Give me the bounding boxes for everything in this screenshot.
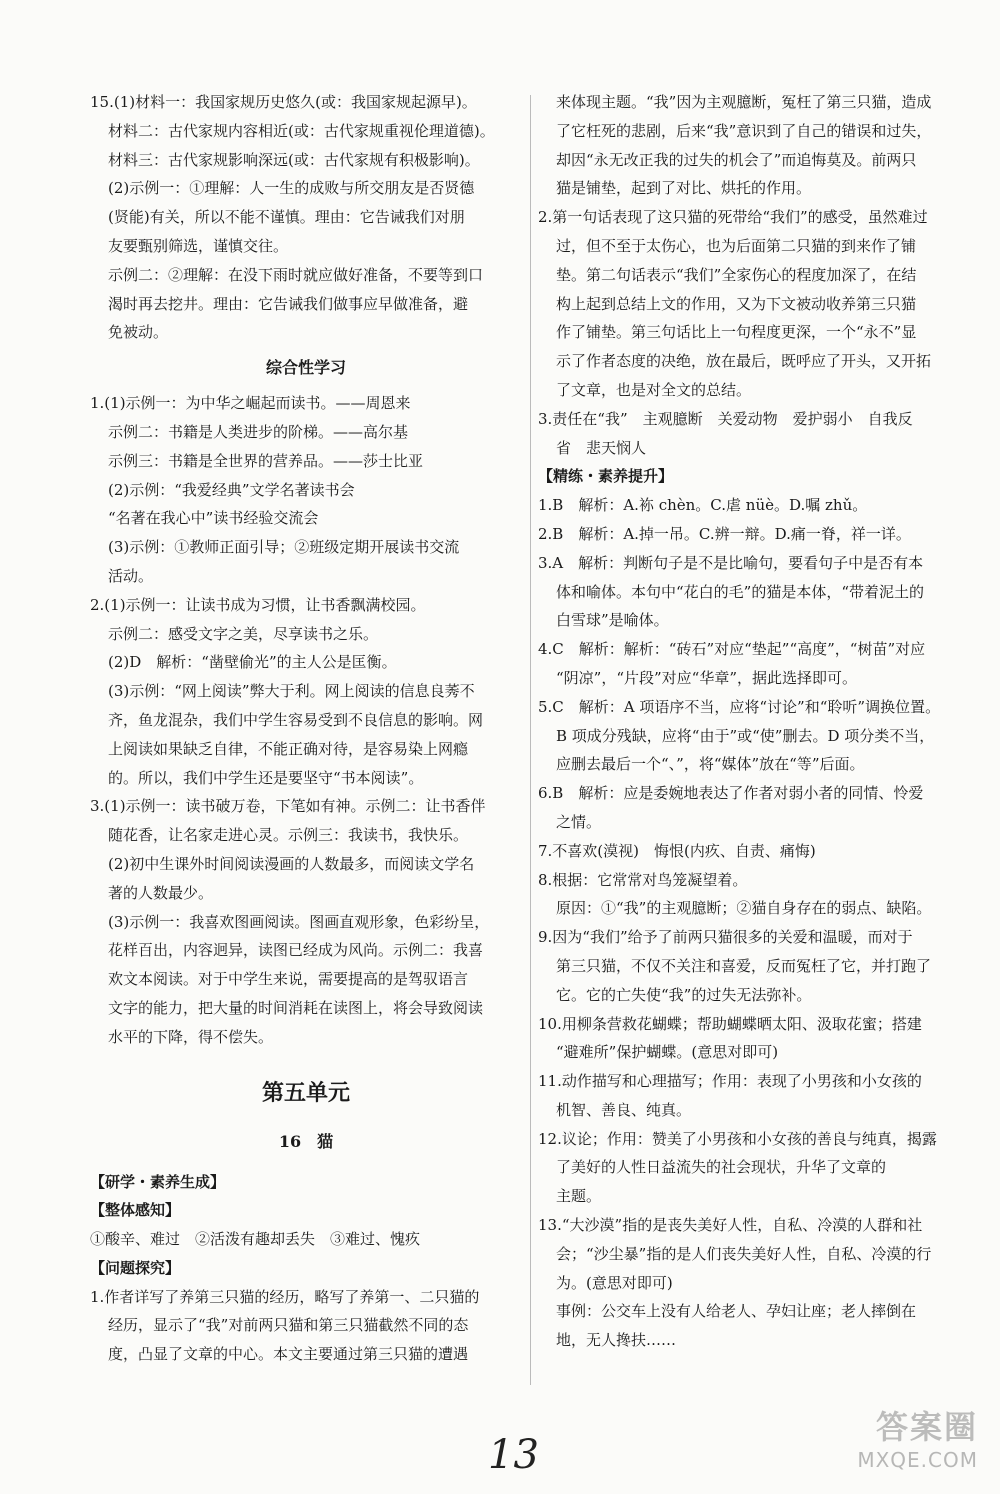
right-text-line: 第三只猫，不仅不关注和喜爱，反而冤枉了它，并打跑了 <box>556 956 932 975</box>
left-text-line: 示例二：②理解：在没下雨时就应做好准备，不要等到口 <box>108 265 484 284</box>
left-text-line: 15.(1)材料一：我国家规历史悠久(或：我国家规起源早)。 <box>90 93 477 111</box>
left-text-line: 文字的能力，把大量的时间消耗在读图上，将会导致阅读 <box>108 998 484 1017</box>
right-text-line: 猫是铺垫，起到了对比、烘托的作用。 <box>556 179 812 198</box>
left-text-line: 齐，鱼龙混杂，我们中学生容易受到不良信息的影响。网 <box>108 710 484 729</box>
right-text-line: 4.C 解析：解析：“砖石”对应“垫起”“高度”，“树苗”对应 <box>538 640 926 659</box>
right-text-line: 8.根据：它常常对鸟笼凝望着。 <box>538 870 748 889</box>
right-text-line: 主题。 <box>556 1187 602 1206</box>
left-text-line: 度，凸显了文章的中心。本文主要通过第三只猫的遭遇 <box>108 1345 469 1364</box>
left-text-line: 1.(1)示例一：为中华之崛起而读书。——周恩来 <box>90 394 411 413</box>
right-text-line: B 项成分残缺，应将“由于”或“使”删去。D 项分类不当， <box>556 726 935 745</box>
left-text-line: 免被动。 <box>108 323 169 342</box>
right-text-line: 地，无人搀扶…… <box>556 1331 677 1350</box>
left-text-line: (3)示例一：我喜欢图画阅读。图画直观形象，色彩纷呈， <box>108 912 490 931</box>
left-text-line: (贤能)有关，所以不能不谨慎。理由：它告诫我们对朋 <box>108 208 465 227</box>
right-text-line: 过，但不至于太伤心，也为后面第二只猫的到来作了铺 <box>556 236 917 255</box>
left-text-line: 【整体感知】 <box>90 1201 181 1220</box>
right-text-line: 11.动作描写和心理描写；作用：表现了小男孩和小女孩的 <box>538 1072 922 1091</box>
watermark-logo: 答案圈 <box>875 1408 978 1446</box>
right-text-line: 原因：①“我”的主观臆断；②猫自身存在的弱点、缺陷。 <box>556 899 932 918</box>
right-text-line: 白雪球”是喻体。 <box>556 611 669 630</box>
left-text-line: 第五单元 <box>261 1079 350 1106</box>
right-text-line: 会；“沙尘暴”指的是人们丧失美好人性，自私、冷漠的行 <box>556 1244 932 1263</box>
left-text-line: 示例二：书籍是人类进步的阶梯。——高尔基 <box>108 422 409 441</box>
left-text-line: 1.作者详写了养第三只猫的经历，略写了养第一、二只猫的 <box>90 1287 480 1306</box>
page-number: 13 <box>488 1432 539 1478</box>
left-text-line: 上阅读如果缺乏自律，不能正确对待，是容易染上网瘾 <box>108 739 469 758</box>
left-text-line: 花样百出，内容迥异，读图已经成为风尚。示例二：我喜 <box>108 941 484 960</box>
left-text-line: 16 猫 <box>278 1131 334 1151</box>
right-text-line: 【精练・素养提升】 <box>538 467 674 486</box>
left-text-line: 示例三：书籍是全世界的营养品。——莎士比亚 <box>108 451 424 470</box>
left-text-line: 示例二：感受文字之美，尽享读书之乐。 <box>108 624 379 643</box>
right-text-line: “阴凉”，“片段”对应“华章”，据此选择即可。 <box>556 668 858 687</box>
left-text-line: (2)D 解析：“凿壁偷光”的主人公是匡衡。 <box>108 653 397 672</box>
left-text-line: “名著在我心中”读书经验交流会 <box>108 509 319 528</box>
right-text-line: 示了作者态度的决绝，放在最后，既呼应了开头，又开拓 <box>556 352 932 371</box>
right-text-line: 了文章，也是对全文的总结。 <box>556 380 752 399</box>
watermark <box>857 1402 978 1472</box>
left-text-line: 3.(1)示例一：读书破万卷，下笔如有神。示例二：让书香伴 <box>90 797 486 816</box>
left-text-line: 材料二：古代家规内容相近(或：古代家规重视伦理道德)。 <box>108 121 495 140</box>
right-text-line: 垫。第二句话表示“我们”全家伤心的程度加深了，在结 <box>556 265 917 284</box>
right-text-line: 7.不喜欢(漠视) 悔恨(内疚、自责、痛悔) <box>538 841 816 860</box>
left-text-line: (3)示例：①教师正面引导；②班级定期开展读书交流 <box>108 538 460 557</box>
right-text-line: 5.C 解析：A 项语序不当，应将“讨论”和“聆听”调换位置。 <box>538 697 941 716</box>
right-text-line: 3.A 解析：判断句子是不是比喻句，要看句子中是否有本 <box>538 553 924 572</box>
right-text-line: 为。(意思对即可) <box>556 1273 673 1292</box>
left-text-line: 友要甄别筛选，谨慎交往。 <box>108 236 289 255</box>
right-text-line: 之情。 <box>556 812 602 831</box>
left-text-line: 著的人数最少。 <box>108 883 214 902</box>
right-text-line: 2.第一句话表现了这只猫的死带给“我们”的感受，虽然难过 <box>538 208 928 227</box>
left-text-line: (3)示例：“网上阅读”弊大于利。网上阅读的信息良莠不 <box>108 682 475 701</box>
left-text-line: (2)初中生课外时间阅读漫画的人数最多，而阅读文学名 <box>108 854 475 873</box>
right-text-line: 了它枉死的悲剧，后来“我”意识到了自己的错误和过失， <box>556 121 932 140</box>
left-text-line: 水平的下降，得不偿失。 <box>108 1027 274 1046</box>
right-column <box>538 88 958 1355</box>
left-text-line: 2.(1)示例一：让读书成为习惯，让书香飘满校园。 <box>90 595 426 614</box>
right-text-line: 12.议论；作用：赞美了小男孩和小女孩的善良与纯真，揭露 <box>538 1129 937 1148</box>
left-text-line: 综合性学习 <box>265 358 346 378</box>
right-text-line: 却因“永无改正我的过失的机会了”而追悔莫及。前两只 <box>556 150 917 169</box>
left-column <box>90 88 522 1369</box>
right-text-line: “避难所”保护蝴蝶。(意思对即可) <box>556 1043 779 1062</box>
right-text-line: 6.B 解析：应是委婉地表达了作者对弱小者的同情、怜爱 <box>538 784 924 803</box>
right-text-line: 构上起到总结上文的作用，又为下文被动收养第三只猫 <box>556 294 917 313</box>
right-text-line: 13.“大沙漠”指的是丧失美好人性，自私、冷漠的人群和社 <box>538 1216 923 1235</box>
right-text-line: 1.B 解析：A.袮 chèn。C.虐 nüè。D.嘱 zhǔ。 <box>538 496 868 515</box>
left-text-line: 材料三：古代家规影响深远(或：古代家规有积极影响)。 <box>108 150 480 169</box>
right-text-line: 来体现主题。“我”因为主观臆断，冤枉了第三只猫，造成 <box>556 93 932 111</box>
right-text-line: 3.责任在“我” 主观臆断 关爱动物 爱护弱小 自我反 <box>538 409 913 428</box>
left-text-line: 欢文本阅读。对于中学生来说，需要提高的是驾驭语言 <box>108 970 469 989</box>
right-text-line: 省 悲天悯人 <box>556 438 647 457</box>
right-text-line: 了美好的人性日益流失的社会现状，升华了文章的 <box>556 1158 887 1177</box>
left-text-line: 【问题探究】 <box>90 1258 181 1277</box>
right-text-line: 体和喻体。本句中“花白的毛”的猫是本体，“带着泥土的 <box>556 582 925 601</box>
left-text-line: 活动。 <box>108 566 154 585</box>
left-text-line: 经历，显示了“我”对前两只猫和第三只猫截然不同的态 <box>108 1316 469 1335</box>
right-text-line: 机智、善良、纯真。 <box>556 1100 692 1119</box>
right-text-line: 应删去最后一个“、”，将“媒体”放在“等”后面。 <box>556 755 865 774</box>
right-text-line: 事例：公交车上没有人给老人、孕妇让座；老人摔倒在 <box>556 1302 917 1321</box>
left-text-line: 的。所以，我们中学生还是要坚守“书本阅读”。 <box>108 768 424 787</box>
left-text-line: 随花香，让名家走进心灵。示例三：我读书，我快乐。 <box>108 826 469 845</box>
left-text-line: (2)示例：“我爱经典”文学名著读书会 <box>108 480 355 499</box>
right-text-line: 10.用柳条营救花蝴蝶；帮助蝴蝶晒太阳、汲取花蜜；搭建 <box>538 1014 922 1033</box>
left-text-line: 【研学・素养生成】 <box>90 1172 226 1191</box>
right-text-line: 作了铺垫。第三句话比上一句程度更深，一个“永不”显 <box>556 323 917 342</box>
left-text-line: ①酸辛、难过 ②活泼有趣却丢失 ③难过、愧疚 <box>90 1230 421 1249</box>
right-text-line: 2.B 解析：A.掉一吊。C.辨一辩。D.痛一脊，祥一详。 <box>538 524 911 543</box>
column-divider <box>530 95 531 1385</box>
left-text-line: 渴时再去挖井。理由：它告诫我们做事应早做准备，避 <box>108 294 469 313</box>
right-text-line: 9.因为“我们”给予了前两只猫很多的关爱和温暖，而对于 <box>538 928 913 947</box>
watermark-site: MXQE.COM <box>857 1448 978 1472</box>
left-text-line: (2)示例一：①理解：人一生的成败与所交朋友是否贤德 <box>108 179 475 198</box>
right-text-line: 它。它的亡失使“我”的过失无法弥补。 <box>556 985 812 1004</box>
